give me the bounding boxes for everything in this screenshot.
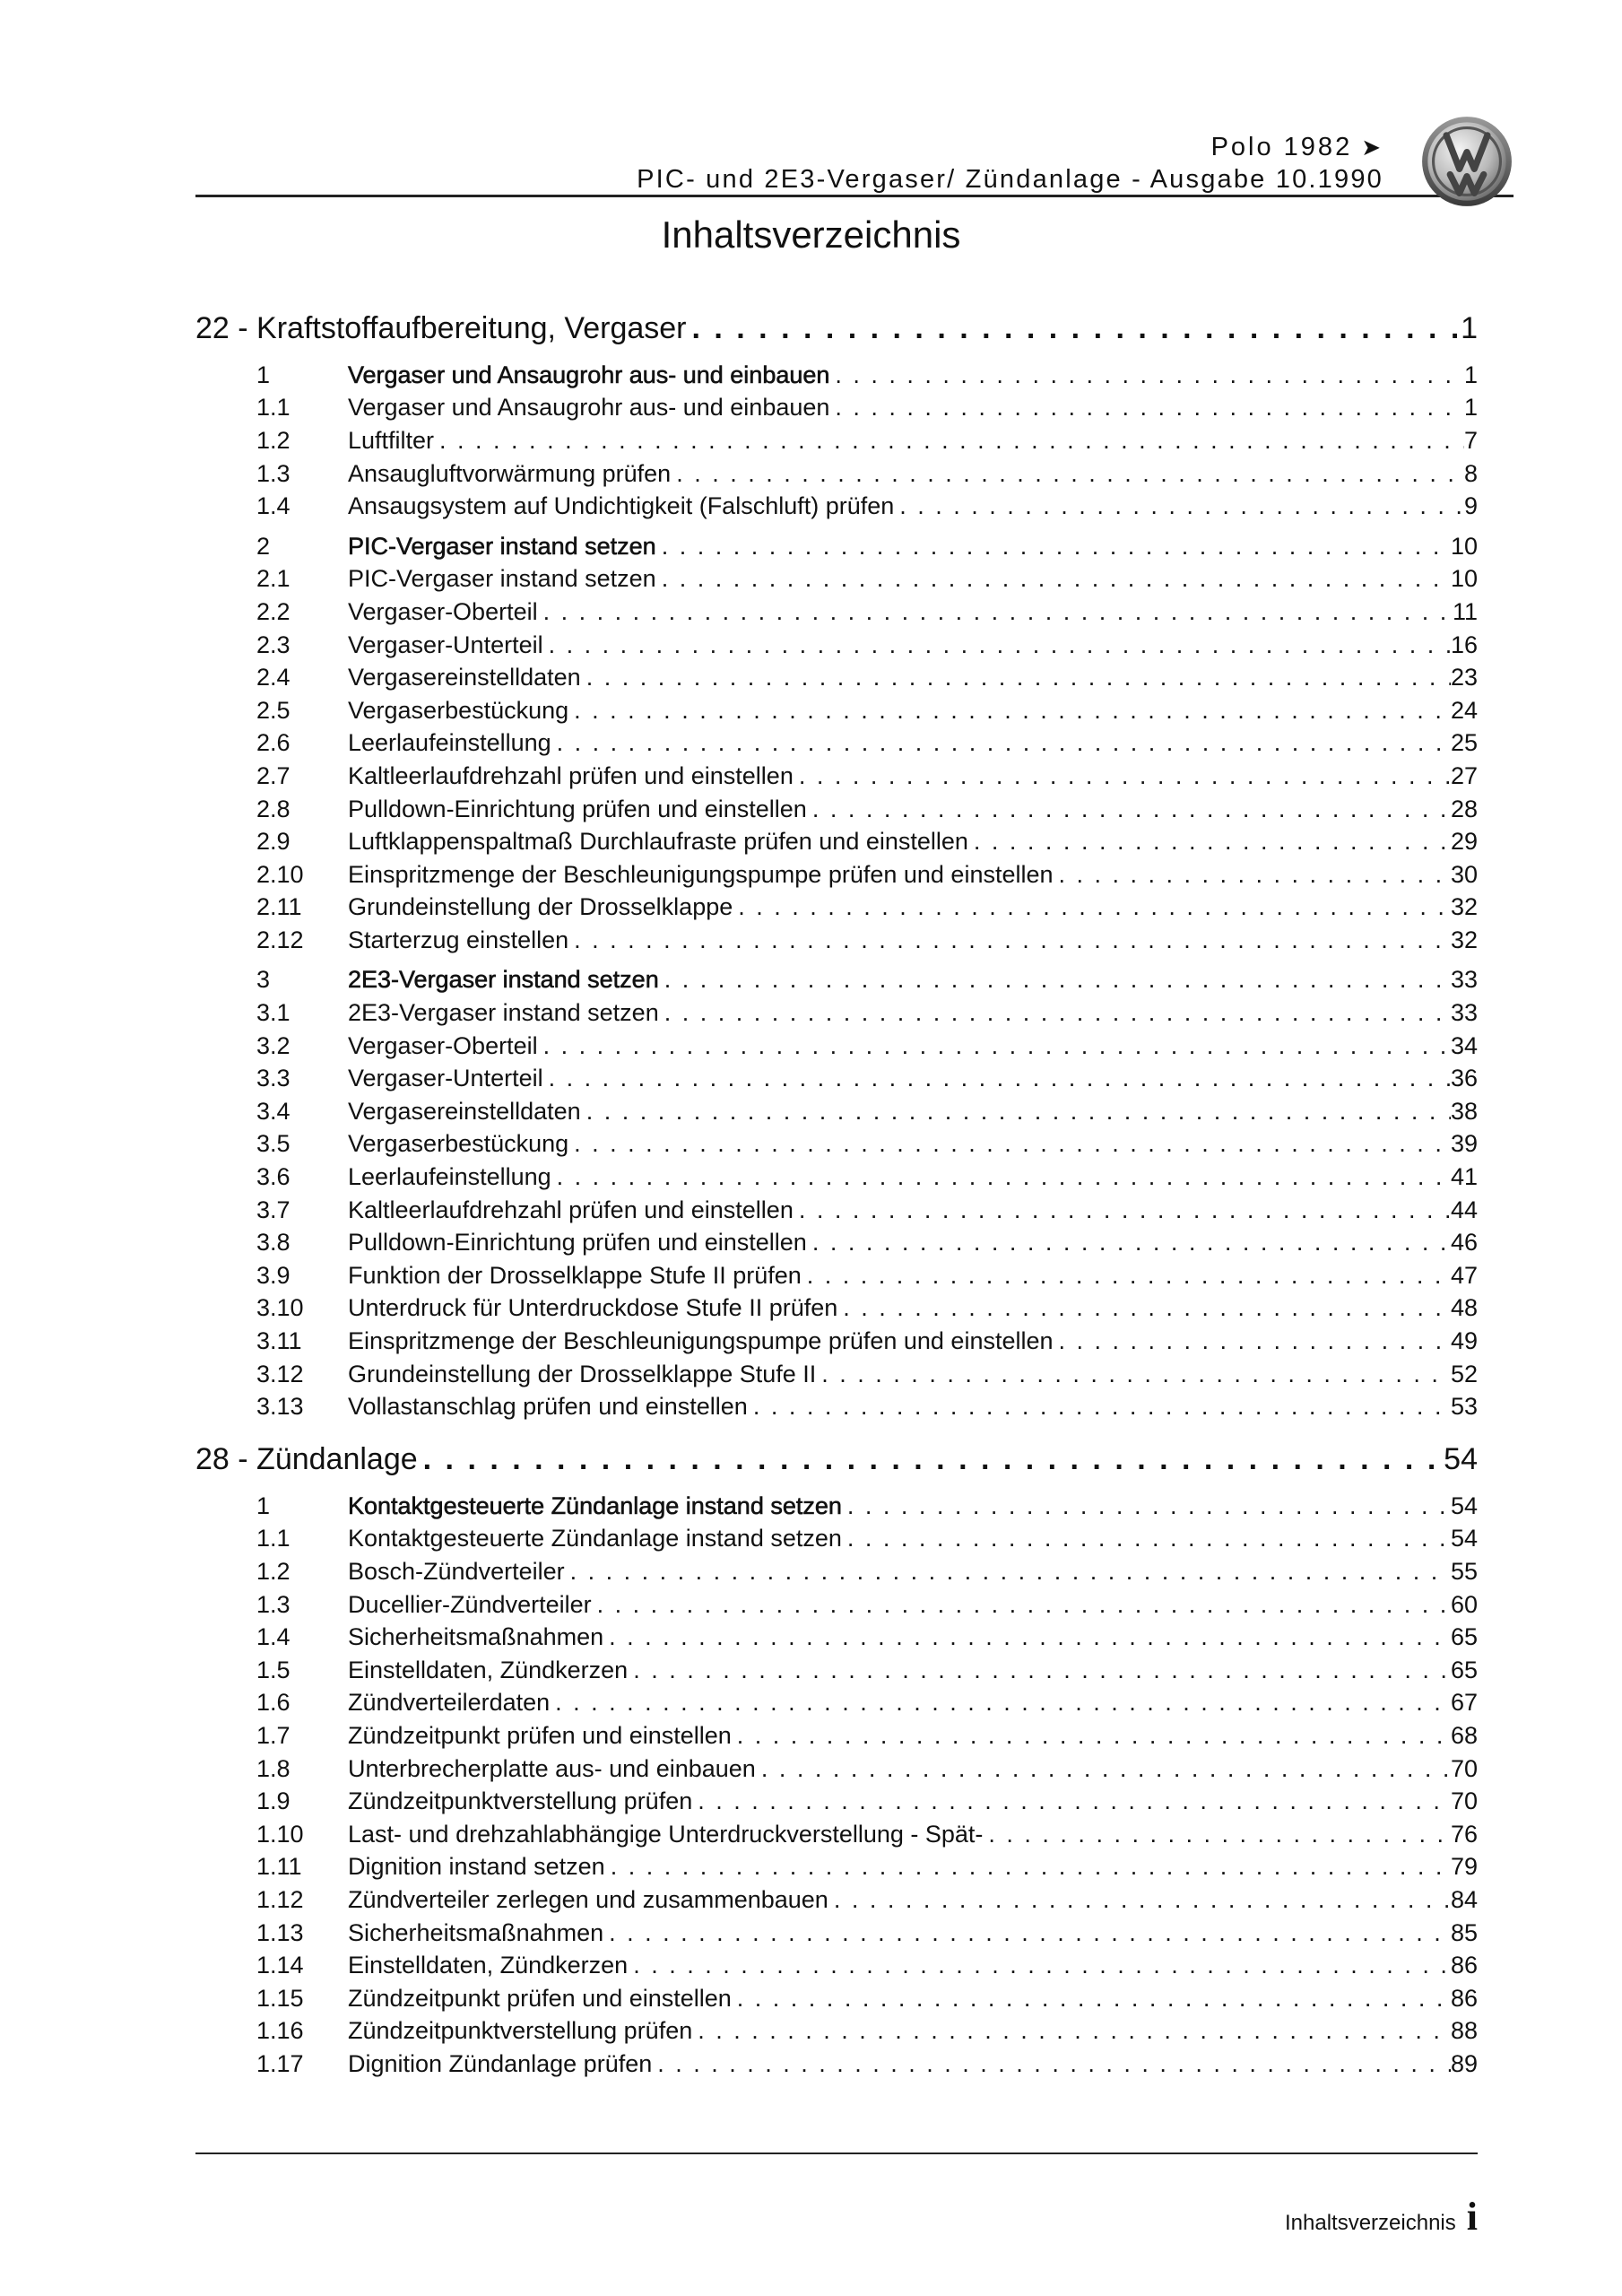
- toc-chapter-entry[interactable]: [195, 964, 1478, 997]
- dot-leader: [983, 1821, 1451, 1848]
- toc-title: Vergaser-Unterteil: [348, 1065, 543, 1092]
- toc-page-number: 32: [1450, 926, 1478, 953]
- toc-entry[interactable]: [195, 1949, 1478, 1982]
- toc-number: 2.1: [256, 565, 291, 593]
- toc-number: 2.11: [256, 893, 302, 921]
- footer-label-text: Inhaltsverzeichnis: [1285, 2211, 1456, 2235]
- toc-title: Vergasereinstelldaten: [348, 664, 581, 691]
- dot-leader: [687, 311, 1462, 346]
- toc-title: Vergasereinstelldaten: [348, 1097, 581, 1125]
- toc-number: 1.11: [256, 1853, 302, 1881]
- dot-leader: [592, 1591, 1451, 1619]
- toc-entry[interactable]: [195, 793, 1478, 826]
- toc-page-number: 27: [1450, 761, 1478, 789]
- toc-number: 2.4: [256, 664, 291, 691]
- toc-entry[interactable]: [195, 1194, 1478, 1227]
- dot-leader: [968, 828, 1451, 856]
- toc-title: Dignition instand setzen: [348, 1853, 605, 1881]
- toc-entry[interactable]: [195, 858, 1478, 891]
- dot-leader: [543, 631, 1451, 659]
- toc-entry[interactable]: [195, 1752, 1478, 1786]
- toc-page-number: 65: [1450, 1623, 1478, 1651]
- dot-leader: [603, 1623, 1451, 1651]
- toc-title: Vergaser-Oberteil: [348, 1031, 538, 1059]
- toc-entry[interactable]: [195, 457, 1478, 491]
- toc-separator: -: [229, 1441, 257, 1476]
- toc-chapter-entry[interactable]: [195, 1490, 1478, 1523]
- toc-page-number: 65: [1450, 1656, 1478, 1683]
- toc-page-number: 53: [1450, 1393, 1478, 1421]
- toc-page-number: 38: [1450, 1097, 1478, 1125]
- toc-page-number: 60: [1450, 1590, 1478, 1618]
- toc-page-number: 54: [1450, 1525, 1478, 1552]
- dot-leader: [538, 598, 1453, 626]
- dot-leader: [550, 1689, 1451, 1717]
- toc-page-number: 79: [1450, 1853, 1478, 1881]
- toc-number: 2.6: [256, 729, 291, 757]
- toc-entry[interactable]: [195, 727, 1478, 761]
- toc-entry[interactable]: [195, 760, 1478, 793]
- toc-title: Vergaser und Ansaugrohr aus- und einbauen: [348, 394, 830, 422]
- table-of-contents: [195, 305, 1478, 2081]
- dot-leader: [568, 697, 1451, 725]
- dot-leader: [565, 1558, 1451, 1586]
- toc-number: 3.11: [256, 1327, 302, 1355]
- toc-page-number: 47: [1450, 1261, 1478, 1289]
- header-model-text: Polo 1982: [1210, 133, 1353, 161]
- dot-leader: [605, 1853, 1451, 1881]
- toc-title: Kontaktgesteuerte Zündanlage instand setzen: [348, 1492, 842, 1519]
- toc-title: Unterdruck für Unterdruckdose Stufe II prüfen: [348, 1294, 838, 1322]
- dot-leader: [568, 926, 1451, 954]
- toc-entry[interactable]: [195, 490, 1478, 523]
- toc-page-number: 41: [1450, 1163, 1478, 1191]
- dot-leader: [829, 361, 1464, 389]
- toc-title: Vergaserbestückung: [348, 696, 569, 724]
- toc-page-number: 85: [1450, 1918, 1478, 1946]
- toc-number: 1.7: [256, 1721, 291, 1749]
- toc-number: 3.2: [256, 1031, 291, 1059]
- toc-page-number: 68: [1450, 1721, 1478, 1749]
- toc-page-number: 1: [1463, 361, 1478, 388]
- toc-number: 1.4: [256, 1623, 291, 1651]
- dot-leader: [418, 1442, 1444, 1477]
- dot-leader: [894, 492, 1464, 520]
- dot-leader: [794, 1196, 1451, 1224]
- toc-number: 1.3: [256, 1590, 291, 1618]
- toc-page-number: 70: [1450, 1754, 1478, 1782]
- toc-page-number: 10: [1450, 565, 1478, 593]
- dot-leader: [659, 966, 1451, 994]
- toc-title: Zündzeitpunkt prüfen und einstellen: [348, 1984, 732, 2012]
- toc-number: 2.7: [256, 761, 291, 789]
- toc-entry[interactable]: [195, 563, 1478, 596]
- dot-leader: [434, 427, 1464, 455]
- dot-leader: [816, 1361, 1451, 1388]
- toc-entry[interactable]: [195, 924, 1478, 957]
- toc-number: 1.5: [256, 1656, 291, 1683]
- page-header: [195, 126, 1514, 197]
- toc-chapter-entry[interactable]: [195, 359, 1478, 392]
- toc-number: 2.9: [256, 828, 291, 856]
- toc-page-number: 86: [1450, 1952, 1478, 1979]
- toc-title: Kraftstoffaufbereitung, Vergaser: [256, 310, 687, 345]
- dot-leader: [543, 1065, 1451, 1092]
- toc-page-number: 1: [1461, 310, 1478, 345]
- toc-entry[interactable]: [195, 996, 1478, 1030]
- dot-leader: [842, 1492, 1451, 1520]
- toc-title: Kontaktgesteuerte Zündanlage instand setzen: [348, 1525, 842, 1552]
- dot-leader: [551, 729, 1451, 757]
- toc-page-number: 36: [1450, 1065, 1478, 1092]
- toc-page-number: 1: [1463, 394, 1478, 422]
- toc-title: Starterzug einstellen: [348, 926, 569, 953]
- toc-entry[interactable]: [195, 424, 1478, 457]
- toc-title: Funktion der Drosselklappe Stufe II prüfen: [348, 1261, 802, 1289]
- toc-title: Zündzeitpunktverstellung prüfen: [348, 2017, 693, 2045]
- header-rule: [195, 195, 1514, 197]
- toc-title: Pulldown-Einrichtung prüfen und einstellen: [348, 795, 807, 822]
- page-title: Inhaltsverzeichnis: [661, 213, 961, 256]
- toc-number: 3.12: [256, 1360, 304, 1387]
- toc-number: 2.5: [256, 696, 291, 724]
- toc-number: 1.10: [256, 1820, 304, 1848]
- toc-number: 1.14: [256, 1952, 304, 1979]
- vw-logo-icon: [1420, 115, 1514, 208]
- toc-entry[interactable]: [195, 1292, 1478, 1326]
- toc-title: Vergaserbestückung: [348, 1130, 569, 1158]
- toc-number: 3.3: [256, 1065, 291, 1092]
- toc-number: 3: [256, 966, 271, 994]
- toc-title: Kaltleerlaufdrehzahl prüfen und einstellen: [348, 1196, 794, 1223]
- toc-title: Zündanlage: [256, 1441, 418, 1476]
- toc-page-number: 52: [1450, 1360, 1478, 1387]
- dot-leader: [652, 2050, 1451, 2078]
- toc-page-number: 76: [1450, 1820, 1478, 1848]
- toc-page-number: 54: [1444, 1441, 1478, 1476]
- toc-title: Vergaser-Oberteil: [348, 597, 538, 625]
- toc-entry[interactable]: [195, 1358, 1478, 1391]
- toc-number: 3.4: [256, 1097, 291, 1125]
- toc-page-number: 55: [1450, 1557, 1478, 1585]
- toc-section-heading[interactable]: [195, 305, 1478, 352]
- dot-leader: [656, 533, 1451, 561]
- toc-entry[interactable]: [195, 2015, 1478, 2048]
- toc-entry[interactable]: [195, 1883, 1478, 1917]
- dot-leader: [581, 664, 1451, 691]
- toc-page-number: 84: [1450, 1885, 1478, 1913]
- toc-separator: -: [229, 310, 257, 345]
- toc-title: Luftklappenspaltmaß Durchlaufraste prüfen und einstellen: [348, 828, 968, 856]
- toc-entry[interactable]: [195, 1062, 1478, 1095]
- toc-number: 1.3: [256, 459, 291, 487]
- dot-leader: [603, 1919, 1451, 1947]
- toc-number: 1: [256, 361, 271, 388]
- toc-page-number: 24: [1450, 696, 1478, 724]
- dot-leader: [732, 1985, 1451, 2013]
- footer-label: [1285, 2194, 1478, 2239]
- toc-entry[interactable]: [195, 694, 1478, 727]
- toc-title: Zündzeitpunktverstellung prüfen: [348, 1787, 693, 1815]
- dot-leader: [659, 999, 1451, 1027]
- toc-number: 3.9: [256, 1261, 291, 1289]
- toc-page-number: 32: [1450, 893, 1478, 921]
- dot-leader: [628, 1657, 1451, 1684]
- dot-leader: [748, 1393, 1451, 1421]
- toc-title: Vollastanschlag prüfen und einstellen: [348, 1393, 748, 1421]
- toc-title: Ansaugluftvorwärmung prüfen: [348, 459, 672, 487]
- toc-number: 1.2: [256, 426, 291, 454]
- toc-page-number: 16: [1450, 631, 1478, 658]
- toc-number: 1.1: [256, 1525, 291, 1552]
- toc-number: 1.6: [256, 1689, 291, 1717]
- toc-number: 2.12: [256, 926, 304, 953]
- toc-entry[interactable]: [195, 629, 1478, 662]
- toc-page-number: 49: [1450, 1327, 1478, 1355]
- dot-leader: [551, 1163, 1451, 1191]
- toc-title: Zündverteilerdaten: [348, 1689, 551, 1717]
- toc-title: PIC-Vergaser instand setzen: [348, 532, 656, 560]
- toc-number: 2.2: [256, 597, 291, 625]
- dot-leader: [656, 565, 1451, 593]
- toc-entry[interactable]: [195, 1719, 1478, 1752]
- dot-leader: [692, 1787, 1451, 1815]
- toc-title: Leerlaufeinstellung: [348, 729, 551, 757]
- footer-rule: [195, 2152, 1478, 2154]
- toc-entry[interactable]: [195, 1161, 1478, 1194]
- toc-entry[interactable]: [195, 1555, 1478, 1588]
- toc-page-number: 48: [1450, 1294, 1478, 1322]
- toc-number: 1.8: [256, 1754, 291, 1782]
- toc-title: 2E3-Vergaser instand setzen: [348, 966, 659, 994]
- toc-entry[interactable]: [195, 1982, 1478, 2015]
- toc-number: 1.4: [256, 492, 291, 520]
- toc-entry[interactable]: [195, 1259, 1478, 1292]
- footer-page-number: i: [1466, 2195, 1478, 2239]
- toc-page-number: 33: [1450, 966, 1478, 994]
- toc-title: Pulldown-Einrichtung prüfen und einstellen: [348, 1229, 807, 1257]
- toc-entry[interactable]: [195, 1818, 1478, 1851]
- toc-entry[interactable]: [195, 1588, 1478, 1622]
- dot-leader: [581, 1098, 1451, 1126]
- toc-entry[interactable]: [195, 891, 1478, 925]
- toc-number: 1: [256, 1492, 271, 1519]
- dot-leader: [829, 394, 1464, 422]
- toc-number: 1.15: [256, 1984, 304, 2012]
- toc-page-number: 28: [1450, 795, 1478, 822]
- toc-number: 3.8: [256, 1229, 291, 1257]
- toc-number: 3.10: [256, 1294, 304, 1322]
- toc-number: 2.10: [256, 860, 304, 888]
- toc-title: Grundeinstellung der Drosselklappe Stufe II: [348, 1360, 817, 1387]
- toc-entry[interactable]: [195, 1390, 1478, 1423]
- toc-number: 3.1: [256, 999, 291, 1027]
- toc-entry[interactable]: [195, 1523, 1478, 1556]
- toc-title: Last- und drehzahlabhängige Unterdruckverstellung - Spät-: [348, 1820, 984, 1848]
- dot-leader: [692, 2017, 1451, 2045]
- dot-leader: [628, 1952, 1451, 1979]
- toc-page-number: 7: [1463, 426, 1478, 454]
- toc-title: Einstelldaten, Zündkerzen: [348, 1656, 629, 1683]
- toc-page-number: 46: [1450, 1229, 1478, 1257]
- toc-number: 1.12: [256, 1885, 304, 1913]
- toc-page-number: 70: [1450, 1787, 1478, 1815]
- toc-entry[interactable]: [195, 596, 1478, 629]
- toc-entry[interactable]: [195, 2048, 1478, 2081]
- section-spacer: [195, 1423, 1478, 1436]
- dot-leader: [807, 1229, 1451, 1257]
- dot-leader: [732, 1722, 1451, 1750]
- toc-page-number: 88: [1450, 2017, 1478, 2045]
- dot-leader: [671, 460, 1464, 488]
- toc-title: Ducellier-Zündverteiler: [348, 1590, 592, 1618]
- toc-page-number: 25: [1450, 729, 1478, 757]
- toc-page-number: 29: [1450, 828, 1478, 856]
- toc-section-heading[interactable]: [195, 1436, 1478, 1483]
- toc-number: 2: [256, 532, 271, 560]
- header-model: [1211, 133, 1383, 162]
- toc-number: 1.2: [256, 1557, 291, 1585]
- toc-entry[interactable]: [195, 1654, 1478, 1687]
- toc-page-number: 23: [1450, 664, 1478, 691]
- toc-title: Vergaser und Ansaugrohr aus- und einbauen: [348, 361, 830, 388]
- toc-page-number: 33: [1450, 999, 1478, 1027]
- toc-title: Einspritzmenge der Beschleunigungspumpe prüfen und einstellen: [348, 860, 1054, 888]
- arrow-right-icon: ➤: [1361, 134, 1383, 161]
- toc-title: Luftfilter: [348, 426, 435, 454]
- dot-leader: [802, 1262, 1451, 1290]
- toc-number: 28: [195, 1441, 230, 1476]
- toc-title: Einspritzmenge der Beschleunigungspumpe prüfen und einstellen: [348, 1327, 1054, 1355]
- dot-leader: [794, 762, 1451, 790]
- toc-number: 1.17: [256, 2049, 304, 2077]
- toc-title: Grundeinstellung der Drosselklappe: [348, 893, 733, 921]
- dot-leader: [828, 1886, 1451, 1914]
- toc-title: Kaltleerlaufdrehzahl prüfen und einstellen: [348, 761, 794, 789]
- toc-entry[interactable]: [195, 1226, 1478, 1259]
- dot-leader: [538, 1032, 1451, 1060]
- page-footer: [195, 2152, 1478, 2239]
- toc-entry[interactable]: [195, 825, 1478, 858]
- toc-title: Einstelldaten, Zündkerzen: [348, 1952, 629, 1979]
- toc-number: 3.6: [256, 1163, 291, 1191]
- dot-leader: [1054, 861, 1451, 889]
- toc-page-number: 89: [1450, 2049, 1478, 2077]
- toc-title: 2E3-Vergaser instand setzen: [348, 999, 659, 1027]
- dot-leader: [1054, 1327, 1451, 1355]
- toc-title: Vergaser-Unterteil: [348, 631, 543, 658]
- toc-page-number: 11: [1452, 597, 1478, 625]
- toc-title: Sicherheitsmaßnahmen: [348, 1623, 604, 1651]
- toc-number: 2.8: [256, 795, 291, 822]
- toc-page-number: 34: [1450, 1031, 1478, 1059]
- toc-entry[interactable]: [195, 1687, 1478, 1720]
- toc-entry[interactable]: [195, 1621, 1478, 1654]
- toc-entry[interactable]: [195, 1917, 1478, 1950]
- toc-entry[interactable]: [195, 1095, 1478, 1128]
- toc-title: Zündzeitpunkt prüfen und einstellen: [348, 1721, 732, 1749]
- toc-page-number: 9: [1463, 492, 1478, 520]
- toc-page-number: 44: [1450, 1196, 1478, 1223]
- toc-title: Sicherheitsmaßnahmen: [348, 1918, 604, 1946]
- toc-page-number: 30: [1450, 860, 1478, 888]
- dot-leader: [842, 1525, 1451, 1552]
- toc-number: 1.16: [256, 2017, 304, 2045]
- toc-entry[interactable]: [195, 1785, 1478, 1818]
- toc-number: 3.5: [256, 1130, 291, 1158]
- toc-page-number: 8: [1463, 459, 1478, 487]
- toc-number: 22: [195, 310, 230, 345]
- toc-title: Bosch-Zündverteiler: [348, 1557, 565, 1585]
- toc-chapter-entry[interactable]: [195, 530, 1478, 563]
- toc-title: Zündverteiler zerlegen und zusammenbauen: [348, 1885, 828, 1913]
- toc-entry[interactable]: [195, 1128, 1478, 1161]
- toc-number: 1.1: [256, 394, 291, 422]
- dot-leader: [756, 1755, 1451, 1783]
- dot-leader: [733, 893, 1451, 921]
- toc-entry[interactable]: [195, 1030, 1478, 1063]
- toc-number: 1.13: [256, 1918, 304, 1946]
- toc-title: PIC-Vergaser instand setzen: [348, 565, 656, 593]
- toc-page-number: 39: [1450, 1130, 1478, 1158]
- dot-leader: [837, 1294, 1451, 1322]
- toc-page-number: 10: [1450, 532, 1478, 560]
- dot-leader: [807, 796, 1451, 823]
- toc-number: 3.13: [256, 1393, 304, 1421]
- toc-number: 1.9: [256, 1787, 291, 1815]
- toc-title: Unterbrecherplatte aus- und einbauen: [348, 1754, 756, 1782]
- toc-entry[interactable]: [195, 1851, 1478, 1884]
- toc-title: Dignition Zündanlage prüfen: [348, 2049, 653, 2077]
- toc-page-number: 54: [1450, 1492, 1478, 1519]
- toc-number: 2.3: [256, 631, 291, 658]
- toc-title: Leerlaufeinstellung: [348, 1163, 551, 1191]
- toc-entry[interactable]: [195, 1325, 1478, 1358]
- header-subtitle: PIC- und 2E3-Vergaser/ Zündanlage - Ausgabe 10.1990: [637, 165, 1383, 194]
- toc-number: 3.7: [256, 1196, 291, 1223]
- toc-entry[interactable]: [195, 661, 1478, 694]
- toc-page-number: 67: [1450, 1689, 1478, 1717]
- dot-leader: [568, 1130, 1451, 1158]
- toc-entry[interactable]: [195, 392, 1478, 425]
- toc-page-number: 86: [1450, 1984, 1478, 2012]
- toc-title: Ansaugsystem auf Undichtigkeit (Falschluft) prüfen: [348, 492, 895, 520]
